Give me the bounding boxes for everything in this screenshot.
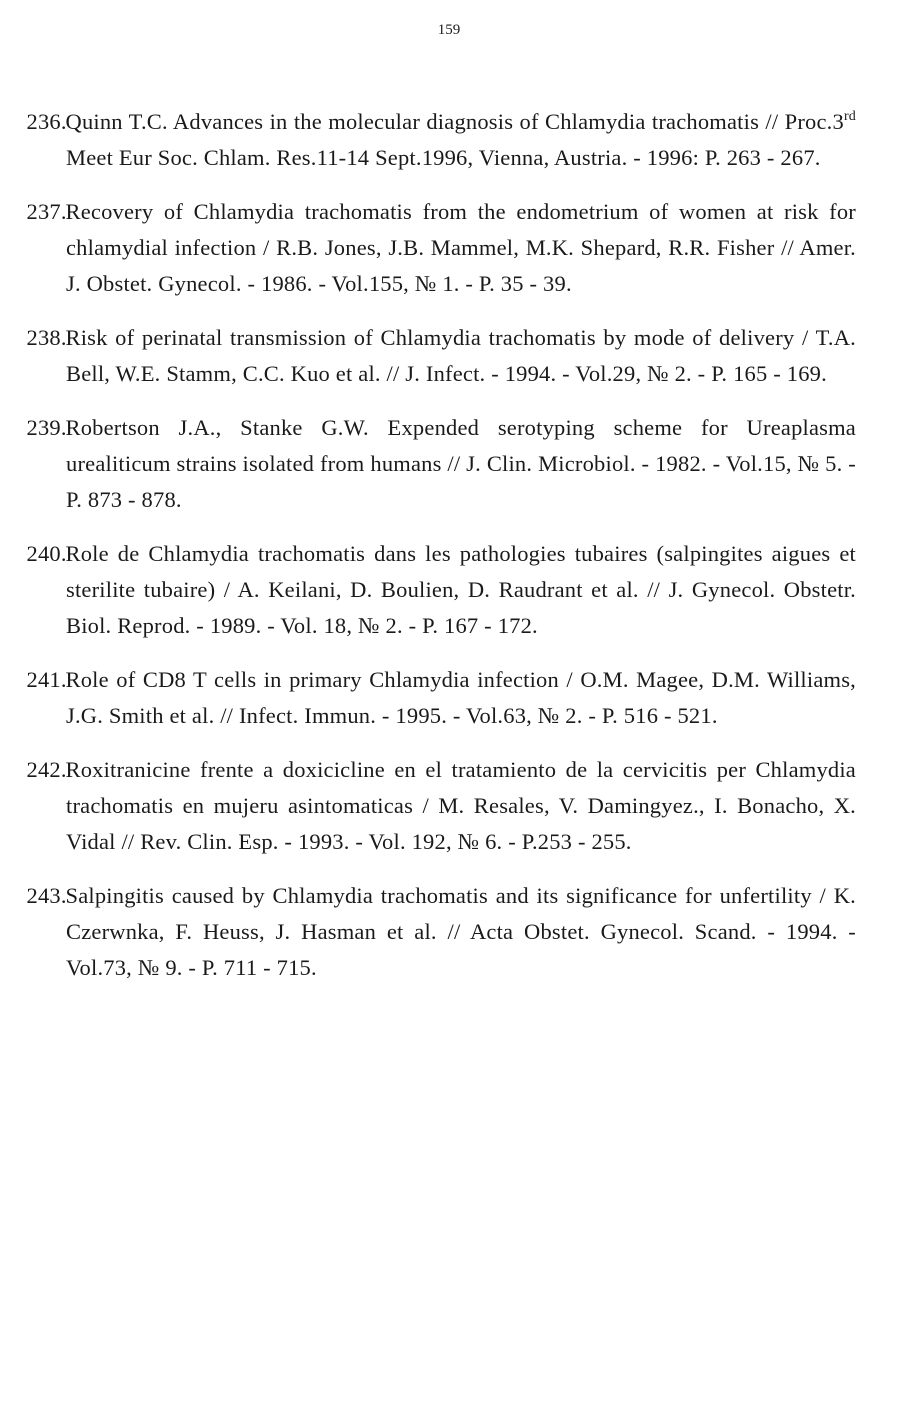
- reference-item: [26, 410, 856, 518]
- reference-list: [26, 104, 856, 1004]
- reference-text: Salpingitis caused by Chlamydia trachomatis and its significance for unfertility / K. Czerwnka, F. Heuss, J. Hasman et al. // Acta Obstet. Gynecol. Scand. - 1994. - Vol.73, № 9. - P. 711 - 715.: [65, 883, 856, 980]
- reference-text: Roxitranicine frente a doxicicline en el tratamiento de la cervicitis per Chlamydia trachomatis en mujeru asintomaticas / M. Resales, V. Damingyez., I. Bonacho, X. Vidal // Rev. Clin. Esp. - 1993. - Vol. 192, № 6. - P.253 - 255.: [65, 757, 856, 854]
- reference-text: Role of CD8 T cells in primary Chlamydia infection / O.M. Magee, D.M. Williams, J.G. Smith et al. // Infect. Immun. - 1995. - Vol.63, № 2. - P. 516 - 521.: [65, 667, 856, 728]
- reference-text: Role de Chlamydia trachomatis dans les pathologies tubaires (salpingites aigues et sterilite tubaire) / A. Keilani, D. Boulien, D. Raudrant et al. // J. Gynecol. Obstetr. Biol. Reprod. - 1989. - Vol. 18, № 2. - P. 167 - 172.: [65, 541, 856, 638]
- reference-number: 242.: [26, 757, 67, 782]
- reference-number: 238.: [26, 325, 67, 350]
- reference-item: [26, 320, 856, 392]
- reference-number: 241.: [26, 667, 67, 692]
- reference-number: 240.: [26, 541, 67, 566]
- reference-item: [26, 104, 856, 176]
- reference-item: [26, 662, 856, 734]
- reference-text-part: Meet Eur Soc. Chlam. Res.11-14 Sept.1996, Vienna, Austria. - 1996: P. 263 - 267.: [66, 145, 821, 170]
- reference-number: 239.: [26, 415, 67, 440]
- reference-text: Robertson J.A., Stanke G.W. Expended serotyping scheme for Ureaplasma urealiticum strains isolated from humans // J. Clin. Microbiol. - 1982. - Vol.15, № 5. - P. 873 - 878.: [65, 415, 856, 512]
- reference-text-part: Quinn T.C. Advances in the molecular diagnosis of Chlamydia trachomatis // Proc.3: [65, 109, 844, 134]
- reference-text: [66, 104, 856, 176]
- reference-number: 243.: [26, 883, 67, 908]
- reference-text: Risk of perinatal transmission of Chlamydia trachomatis by mode of delivery / T.A. Bell, W.E. Stamm, C.C. Kuo et al. // J. Infect. - 1994. - Vol.29, № 2. - P. 165 - 169.: [65, 325, 856, 386]
- reference-item: [26, 878, 856, 986]
- reference-number: 237.: [26, 199, 67, 224]
- page-number: 159: [437, 22, 461, 38]
- reference-item: [26, 752, 856, 860]
- reference-item: [26, 194, 856, 302]
- reference-item: [26, 536, 856, 644]
- reference-number: 236.: [26, 109, 67, 134]
- superscript: rd: [843, 109, 856, 124]
- reference-text: Recovery of Chlamydia trachomatis from the endometrium of women at risk for chlamydial infection / R.B. Jones, J.B. Mammel, M.K. Shepard, R.R. Fisher // Amer. J. Obstet. Gynecol. - 1986. - Vol.155, № 1. - P. 35 - 39.: [65, 199, 856, 296]
